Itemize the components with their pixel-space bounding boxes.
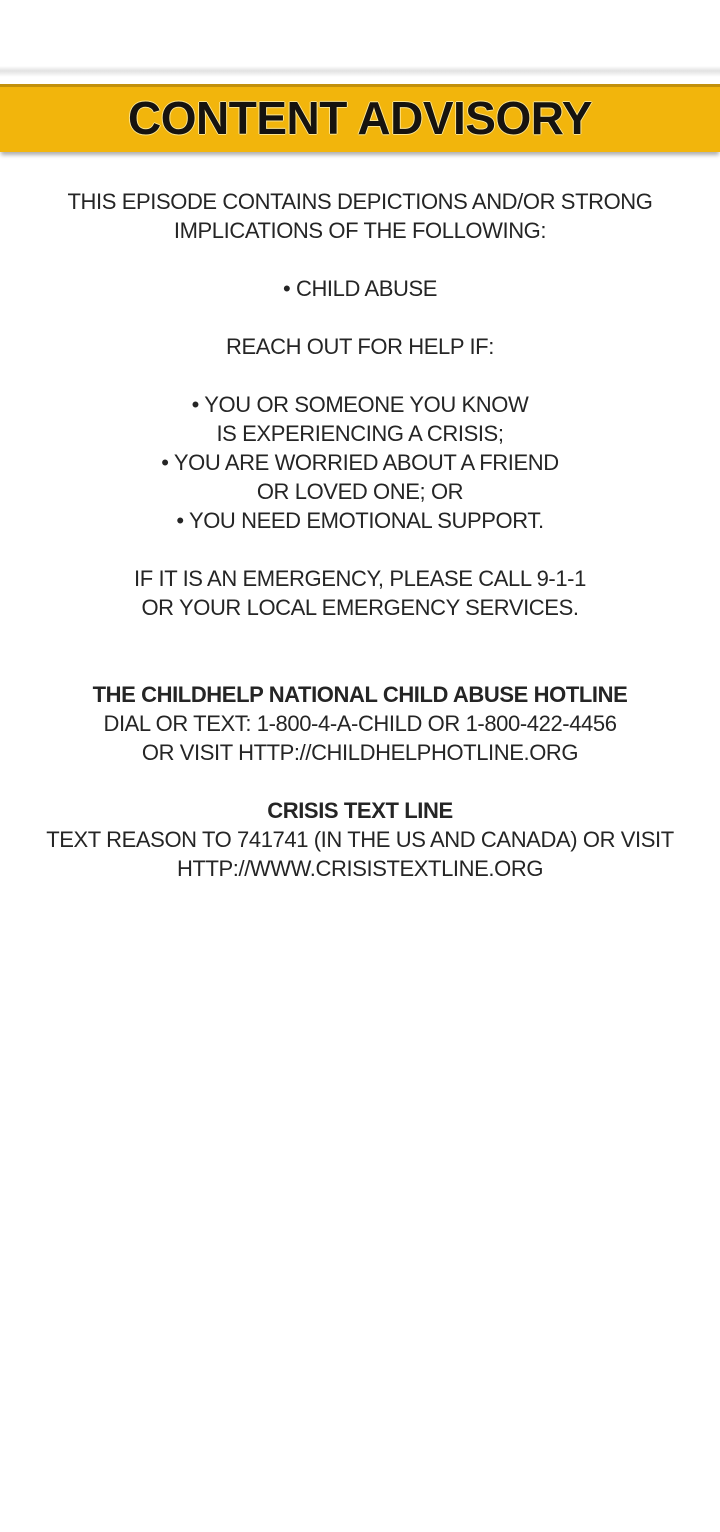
- paragraph-emergency: [0, 564, 720, 622]
- childhelp-hotline-contact: DIAL OR TEXT: 1-800-4-A-CHILD OR 1-800-422-4456: [103, 711, 617, 736]
- paragraph-crisis-text-line: [0, 796, 720, 883]
- banner-title: CONTENT ADVISORY: [128, 92, 592, 144]
- reach-out-item: • YOU ARE WORRIED ABOUT A FRIEND: [161, 450, 559, 475]
- text-line: OR YOUR LOCAL EMERGENCY SERVICES.: [141, 595, 579, 620]
- childhelp-hotline-url: OR VISIT HTTP://CHILDHELPHOTLINE.ORG: [141, 740, 579, 765]
- reach-out-item: • YOU NEED EMOTIONAL SUPPORT.: [176, 508, 544, 533]
- reach-out-item: • YOU OR SOMEONE YOU KNOW: [191, 392, 529, 417]
- text-line: THIS EPISODE CONTAINS DEPICTIONS AND/OR STRONG: [67, 189, 653, 214]
- childhelp-hotline-heading: THE CHILDHELP NATIONAL CHILD ABUSE HOTLINE: [92, 682, 628, 707]
- paragraph-reach-out-list: [0, 390, 720, 535]
- paragraph-childhelp-hotline: [0, 680, 720, 767]
- advisory-text-block: [0, 187, 720, 883]
- warning-item: • CHILD ABUSE: [282, 276, 438, 301]
- reach-out-item: OR LOVED ONE; OR: [256, 479, 464, 504]
- paragraph-intro: [0, 187, 720, 245]
- crisis-text-line-heading: CRISIS TEXT LINE: [267, 798, 453, 823]
- reach-out-heading: REACH OUT FOR HELP IF:: [226, 334, 494, 359]
- text-line: IF IT IS AN EMERGENCY, PLEASE CALL 9-1-1: [134, 566, 586, 591]
- crisis-text-line-contact: TEXT REASON TO 741741 (IN THE US AND CANADA) OR VISIT: [46, 827, 674, 852]
- paragraph-reach-out-heading: [0, 332, 720, 361]
- panel-seam-shadow: [0, 66, 720, 77]
- crisis-text-line-url: HTTP://WWW.CRISISTEXTLINE.ORG: [176, 856, 544, 881]
- content-advisory-banner: [0, 84, 720, 152]
- reach-out-item: IS EXPERIENCING A CRISIS;: [216, 421, 504, 446]
- text-line: IMPLICATIONS OF THE FOLLOWING:: [173, 218, 547, 243]
- paragraph-warnings: [0, 274, 720, 303]
